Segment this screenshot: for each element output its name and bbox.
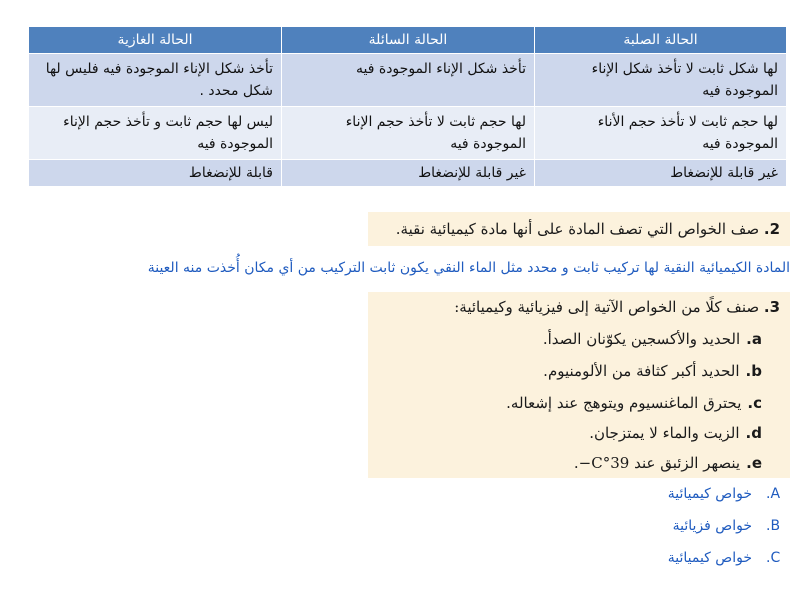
item-b-text: الحديد أكبر كثافة من الألومنيوم. xyxy=(543,362,740,380)
question-3 xyxy=(368,292,790,478)
item-c-text: يحترق الماغنسيوم ويتوهج عند إشعاله. xyxy=(506,394,742,412)
table-row-compressibility xyxy=(29,160,787,187)
answer-option-a xyxy=(668,486,788,502)
option-b-text: خواص فزيائية xyxy=(672,518,752,534)
item-a-letter: a. xyxy=(746,330,762,348)
question-2-number: 2. xyxy=(763,220,780,238)
cell-gas-compress: قابلة للإنضغاط xyxy=(29,160,282,187)
item-c-letter: c. xyxy=(747,394,762,412)
cell-solid-shape: لها شكل ثابت لا تأخذ شكل الإناء الموجودة فيه xyxy=(535,54,787,107)
cell-gas-shape: تأخذ شكل الإناء الموجودة فيه فليس لها شكل محدد . xyxy=(29,54,282,107)
question-3-text: صنف كلًا من الخواص الآتية إلى فيزيائية وكيميائية: xyxy=(454,298,760,316)
question-3-item-b xyxy=(543,356,762,386)
option-c-key: C. xyxy=(766,550,781,566)
question-3-item-a xyxy=(543,324,762,354)
table-header-row xyxy=(29,27,787,54)
cell-liquid-shape: تأخذ شكل الإناء الموجودة فيه xyxy=(282,54,535,107)
item-d-letter: d. xyxy=(745,424,762,442)
table-row-volume xyxy=(29,107,787,160)
header-solid: الحالة الصلبة xyxy=(535,27,787,54)
question-3-item-e xyxy=(574,448,762,478)
question-2 xyxy=(368,212,790,246)
item-a-text: الحديد والأكسجين يكوّنان الصدأ. xyxy=(542,330,741,348)
cell-liquid-volume: لها حجم ثابت لا تأخذ حجم الإناء الموجودة فيه xyxy=(282,107,535,160)
header-gas: الحالة الغازية xyxy=(29,27,282,54)
item-e-letter: e. xyxy=(746,454,762,472)
question-3-item-c xyxy=(506,388,762,418)
question-3-prompt xyxy=(454,292,780,322)
answer-option-c xyxy=(668,550,788,566)
cell-liquid-compress: غير قابلة للإنضغاط xyxy=(282,160,535,187)
option-b-key: B. xyxy=(766,518,781,534)
item-d-text: الزيت والماء لا يمتزجان. xyxy=(589,424,740,442)
item-e-text: ينصهر الزئبق عند 39°C−. xyxy=(573,454,741,472)
cell-gas-volume: ليس لها حجم ثابت و تأخذ حجم الإناء الموجودة فيه xyxy=(29,107,282,160)
option-a-key: A. xyxy=(766,486,781,502)
header-liquid: الحالة السائلة xyxy=(282,27,535,54)
item-b-letter: b. xyxy=(745,362,762,380)
question-3-number: 3. xyxy=(763,298,780,316)
answer-2: المادة الكيميائية النقية لها تركيب ثابت و محدد مثل الماء النقي يكون ثابت التركيب من أي مكان أُخذت منه العينة xyxy=(147,260,790,276)
question-2-text: صف الخواص التي تصف المادة على أنها مادة كيميائية نقية. xyxy=(395,220,760,238)
cell-solid-compress: غير قابلة للإنضغاط xyxy=(535,160,787,187)
option-c-text: خواص كيميائية xyxy=(667,550,752,566)
option-a-text: خواص كيميائية xyxy=(667,486,752,502)
states-of-matter-table xyxy=(28,26,787,187)
answer-option-b xyxy=(673,518,788,534)
cell-solid-volume: لها حجم ثابت لا تأخذ حجم الأناء الموجودة فيه xyxy=(535,107,787,160)
question-3-item-d xyxy=(589,418,762,448)
table-row-shape xyxy=(29,54,787,107)
